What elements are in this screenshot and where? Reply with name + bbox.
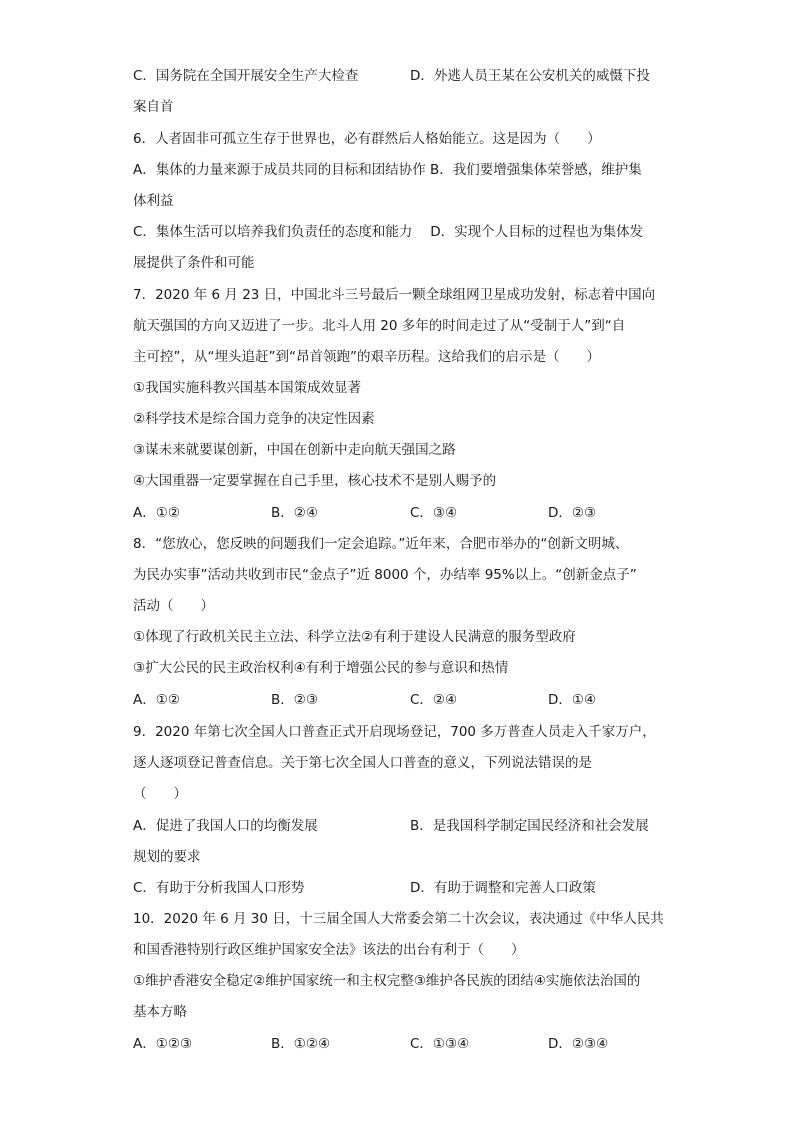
q10-option-b: B．①②④ (271, 1036, 331, 1052)
q9-option-a: A．促进了我国人口的均衡发展 (133, 818, 318, 834)
q10-items-line1: ①维护香港安全稳定②维护国家统一和主权完整③维护各民族的团结④实施依法治国的 (133, 973, 641, 989)
q10-stem-line1: 10．2020 年 6 月 30 日，十三届全国人大常委会第二十次会议，表决通过《中华人民共 (133, 911, 664, 927)
q7-item-2: ②科学技术是综合国力竞争的决定性因素 (133, 411, 375, 427)
q8-stem-line3: 活动（ ） (133, 598, 214, 614)
q7-stem-line3: 主可控”，从“埋头追赶”到“昂首领跑”的艰辛历程。这给我们的启示是（ ） (133, 349, 600, 365)
q8-option-c: C．②④ (410, 692, 458, 708)
q7-option-b: B．②④ (271, 505, 318, 521)
q6-options-line4: 展提供了条件和可能 (133, 255, 255, 271)
q9-option-c: C．有助于分析我国人口形势 (133, 880, 305, 896)
q9-stem-line3: （ ） (133, 786, 187, 802)
q6-options-line1: A．集体的力量来源于成员共同的目标和团结协作 B．我们要增强集体荣誉感，维护集 (133, 162, 642, 178)
q7-option-d: D．②③ (548, 505, 597, 521)
q10-stem-line2: 和国香港特别行政区维护国家安全法》该法的出台有利于（ ） (133, 942, 525, 958)
q7-stem-line1: 7．2020 年 6 月 23 日，中国北斗三号最后一颗全球组网卫星成功发射，标志着中国向 (133, 287, 656, 303)
q7-stem-line2: 航天强国的方向又迈进了一步。北斗人用 20 多年的时间走过了从“受制于人”到“自 (133, 318, 626, 334)
q10-items-line2: 基本方略 (133, 1004, 187, 1020)
q8-items-line2: ③扩大公民的民主政治权利④有利于增强公民的参与意识和热情 (133, 660, 509, 676)
q8-option-d: D．①④ (548, 692, 597, 708)
q9-stem-line2: 逐人逐项登记普查信息。关于第七次全国人口普查的意义，下列说法错误的是 (133, 755, 592, 771)
q9-option-b-continued: 规划的要求 (133, 849, 201, 865)
q10-option-c: C．①③④ (410, 1036, 470, 1052)
q8-stem-line2: 为民办实事”活动共收到市民“金点子”近 8000 个，办结率 95%以上。“创新金点子” (133, 567, 637, 583)
q7-item-3: ③谋未来就要谋创新，中国在创新中走向航天强国之路 (133, 442, 456, 458)
q7-item-4: ④大国重器一定要掌握在自己手里，核心技术不是别人赐予的 (133, 473, 497, 489)
q5-option-d: D．外逃人员王某在公安机关的威慑下投 (410, 68, 650, 84)
q6-stem: 6．人者固非可孤立生存于世界也，必有群然后人格始能立。这是因为（ ） (133, 131, 601, 147)
q6-options-line2: 体利益 (133, 193, 174, 209)
q8-option-a: A．①② (133, 692, 180, 708)
q10-option-a: A．①②③ (133, 1036, 193, 1052)
q8-stem-line1: 8．“您放心，您反映的问题我们一定会追踪。”近年来，合肥市举办的“创新文明城、 (133, 536, 629, 552)
q5-option-c: C．国务院在全国开展安全生产大检查 (133, 68, 359, 84)
q9-option-b: B．是我国科学制定国民经济和社会发展 (410, 818, 649, 834)
q10-option-d: D．②③④ (548, 1036, 609, 1052)
q9-stem-line1: 9．2020 年第七次全国人口普查正式开启现场登记，700 多万普查人员走入千家万户， (133, 724, 656, 740)
q9-option-d: D．有助于调整和完善人口政策 (410, 880, 596, 896)
q7-item-1: ①我国实施科教兴国基本国策成效显著 (133, 380, 362, 396)
q8-items-line1: ①体现了行政机关民主立法、科学立法②有利于建设人民满意的服务型政府 (133, 629, 576, 645)
q5-option-d-continued: 案自首 (133, 99, 174, 115)
q6-options-line3: C．集体生活可以培养我们负责任的态度和能力 D．实现个人目标的过程也为集体发 (133, 224, 644, 240)
q7-option-c: C．③④ (410, 505, 458, 521)
q8-option-b: B．②③ (271, 692, 318, 708)
q7-option-a: A．①② (133, 505, 180, 521)
